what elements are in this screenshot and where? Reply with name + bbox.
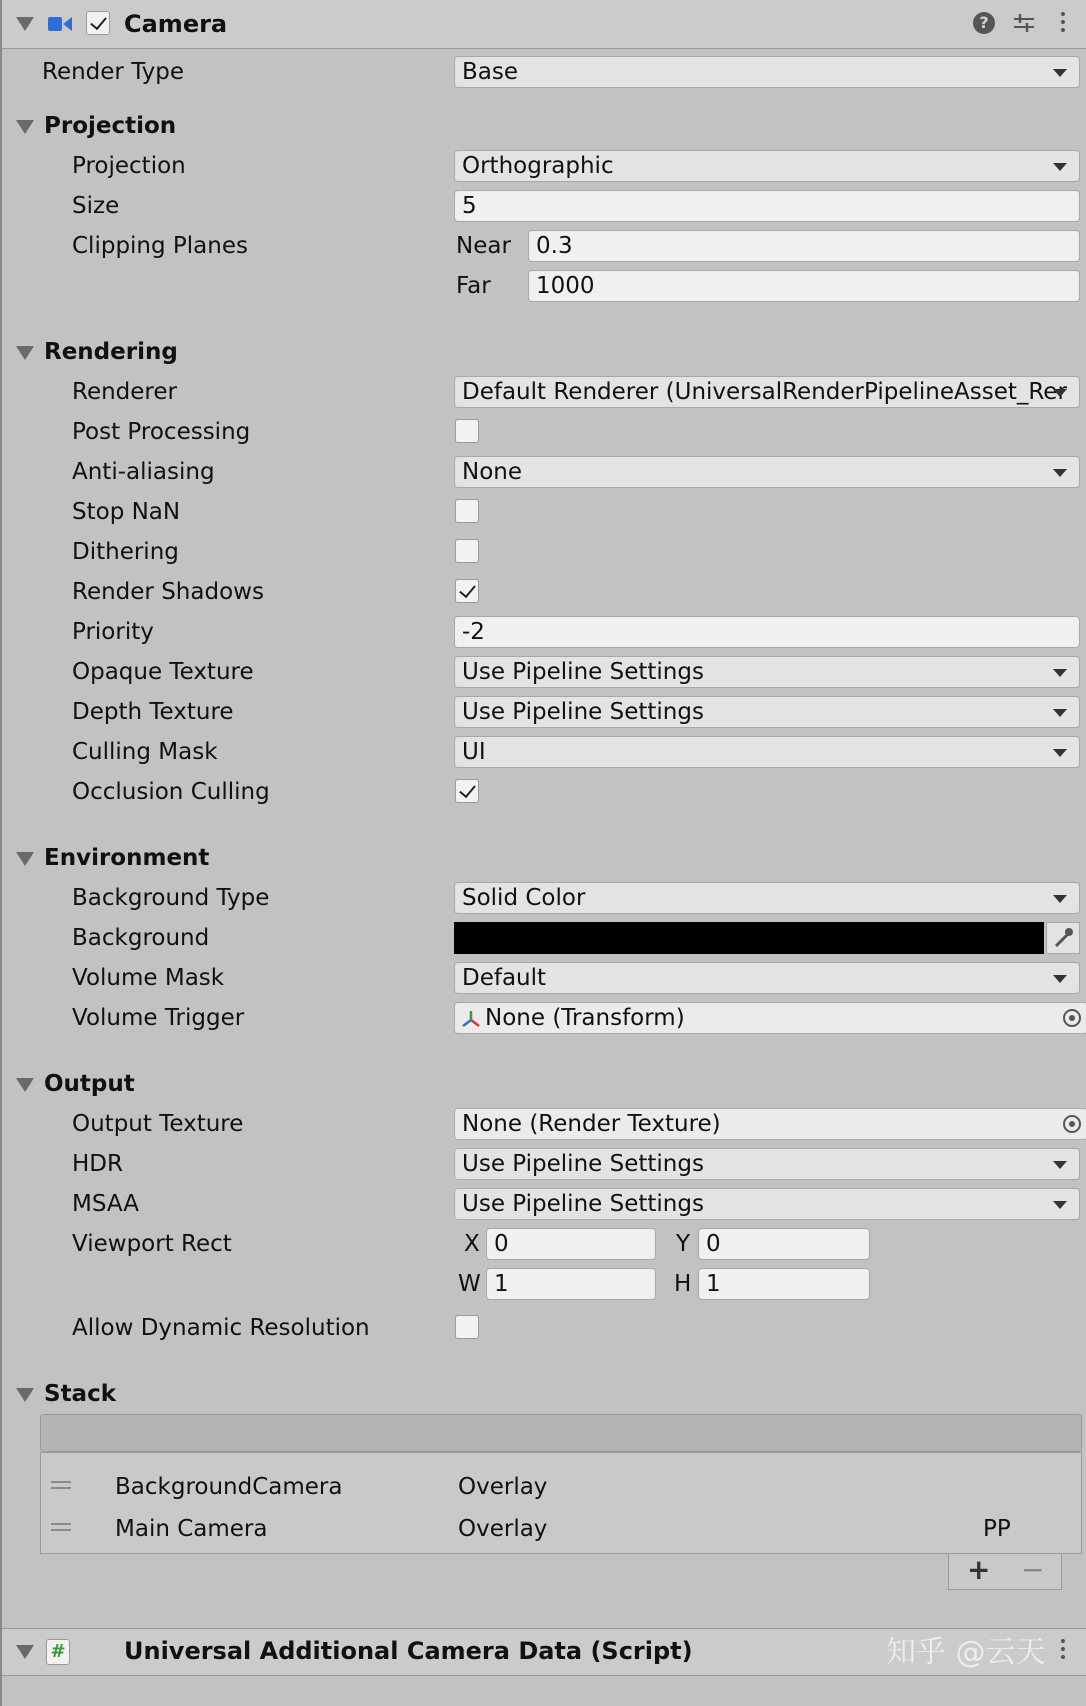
background-color-swatch[interactable] [454, 922, 1044, 954]
more-menu-icon[interactable] [1061, 12, 1065, 32]
background-type-dropdown[interactable] [454, 882, 1080, 914]
hdr-dropdown[interactable] [454, 1148, 1080, 1180]
projection-value: Orthographic [462, 153, 614, 179]
stack-section-title[interactable]: Stack [44, 1381, 117, 1407]
object-picker-icon[interactable] [1063, 1115, 1081, 1133]
allow-dynamic-resolution-label: Allow Dynamic Resolution [72, 1315, 370, 1341]
foldout-arrow-icon[interactable] [16, 17, 34, 31]
opaque-texture-value: Use Pipeline Settings [462, 659, 704, 685]
output-texture-label: Output Texture [72, 1111, 244, 1137]
environment-foldout-icon[interactable] [16, 852, 34, 866]
stack-item-tag: PP [983, 1516, 1011, 1542]
occlusion-culling-checkbox[interactable] [455, 779, 479, 803]
transform-icon [461, 1010, 481, 1028]
render-type-dropdown[interactable] [454, 56, 1080, 88]
culling-mask-label: Culling Mask [72, 739, 218, 765]
viewport-y-label: Y [676, 1231, 691, 1257]
clipping-planes-label: Clipping Planes [72, 233, 248, 259]
stop-nan-label: Stop NaN [72, 499, 181, 525]
chevron-down-icon [1053, 1201, 1067, 1209]
render-type-label: Render Type [42, 59, 185, 85]
background-label: Background [72, 925, 210, 951]
component-header[interactable] [2, 0, 1086, 49]
watermark-text: 知乎 @云天 [886, 1635, 1046, 1670]
stop-nan-checkbox[interactable] [455, 499, 479, 523]
object-picker-icon[interactable] [1063, 1009, 1081, 1027]
background-type-value: Solid Color [462, 885, 586, 911]
renderer-value: Default Renderer (UniversalRenderPipelineAsset_Rer [462, 379, 1067, 405]
depth-texture-value: Use Pipeline Settings [462, 699, 704, 725]
renderer-dropdown[interactable] [454, 376, 1080, 408]
stack-item-type: Overlay [458, 1474, 548, 1500]
volume-mask-dropdown[interactable] [454, 962, 1080, 994]
far-field[interactable]: 1000 [528, 270, 1080, 302]
priority-label: Priority [72, 619, 154, 645]
rendering-foldout-icon[interactable] [16, 346, 34, 360]
chevron-down-icon [1053, 709, 1067, 717]
projection-section-title[interactable]: Projection [44, 113, 177, 139]
occlusion-culling-label: Occlusion Culling [72, 779, 270, 805]
chevron-down-icon [1053, 749, 1067, 757]
anti-aliasing-value: None [462, 459, 523, 485]
script-component-header[interactable] [2, 1628, 1086, 1676]
stack-foldout-icon[interactable] [16, 1388, 34, 1402]
projection-label: Projection [72, 153, 186, 179]
volume-mask-label: Volume Mask [72, 965, 225, 991]
priority-field[interactable]: -2 [454, 616, 1080, 648]
hdr-label: HDR [72, 1151, 123, 1177]
render-shadows-checkbox[interactable] [455, 579, 479, 603]
culling-mask-value: UI [462, 739, 486, 765]
viewport-h-label: H [674, 1271, 692, 1297]
viewport-y-field[interactable]: 0 [698, 1228, 870, 1260]
viewport-w-field[interactable]: 1 [486, 1268, 656, 1300]
stack-list-header [40, 1414, 1082, 1452]
dithering-checkbox[interactable] [455, 539, 479, 563]
msaa-value: Use Pipeline Settings [462, 1191, 704, 1217]
foldout-arrow-icon[interactable] [16, 1645, 34, 1659]
eyedropper-button[interactable] [1046, 922, 1080, 954]
stack-item-type: Overlay [458, 1516, 548, 1542]
drag-handle-icon[interactable] [51, 1523, 71, 1531]
projection-dropdown[interactable] [454, 150, 1080, 182]
volume-mask-value: Default [462, 965, 547, 991]
post-processing-label: Post Processing [72, 419, 251, 445]
stack-list-footer [948, 1554, 1062, 1590]
dithering-label: Dithering [72, 539, 179, 565]
opaque-texture-label: Opaque Texture [72, 659, 254, 685]
chevron-down-icon [1053, 163, 1067, 171]
add-item-button[interactable]: + [967, 1553, 991, 1586]
stack-list [40, 1452, 1082, 1554]
eyedropper-icon [1047, 923, 1079, 953]
component-title: Camera [124, 10, 228, 38]
volume-trigger-field[interactable] [454, 1002, 1086, 1034]
depth-texture-label: Depth Texture [72, 699, 234, 725]
output-section-title[interactable]: Output [44, 1071, 135, 1097]
chevron-down-icon [1053, 895, 1067, 903]
viewport-x-label: X [464, 1231, 480, 1257]
projection-foldout-icon[interactable] [16, 120, 34, 134]
render-shadows-label: Render Shadows [72, 579, 264, 605]
help-icon[interactable]: ? [973, 12, 995, 34]
stack-item-name[interactable]: Main Camera [115, 1516, 268, 1542]
near-label: Near [456, 233, 511, 259]
volume-trigger-value: None (Transform) [485, 1005, 685, 1031]
script-icon: # [46, 1639, 70, 1665]
chevron-down-icon [1053, 469, 1067, 477]
camera-icon [48, 14, 72, 34]
rendering-section-title[interactable]: Rendering [44, 339, 178, 365]
preset-icon[interactable] [1012, 12, 1036, 34]
opaque-texture-dropdown[interactable] [454, 656, 1080, 688]
render-type-value: Base [462, 59, 519, 85]
component-enabled-checkbox[interactable] [86, 11, 110, 35]
environment-section-title[interactable]: Environment [44, 845, 210, 871]
anti-aliasing-label: Anti-aliasing [72, 459, 215, 485]
chevron-down-icon [1053, 69, 1067, 77]
anti-aliasing-dropdown[interactable] [454, 456, 1080, 488]
msaa-dropdown[interactable] [454, 1188, 1080, 1220]
near-field[interactable]: 0.3 [528, 230, 1080, 262]
script-component-title: Universal Additional Camera Data (Script) [124, 1637, 693, 1665]
viewport-w-label: W [458, 1271, 481, 1297]
stack-item-name[interactable]: BackgroundCamera [115, 1474, 343, 1500]
chevron-down-icon [1053, 669, 1067, 677]
volume-trigger-label: Volume Trigger [72, 1005, 245, 1031]
chevron-down-icon [1053, 975, 1067, 983]
background-type-label: Background Type [72, 885, 270, 911]
chevron-down-icon [1053, 1161, 1067, 1169]
msaa-label: MSAA [72, 1191, 139, 1217]
output-foldout-icon[interactable] [16, 1078, 34, 1092]
viewport-x-field[interactable]: 0 [486, 1228, 656, 1260]
size-label: Size [72, 193, 120, 219]
chevron-down-icon [1053, 389, 1067, 397]
hdr-value: Use Pipeline Settings [462, 1151, 704, 1177]
viewport-rect-label: Viewport Rect [72, 1231, 232, 1257]
output-texture-value: None (Render Texture) [462, 1111, 721, 1137]
viewport-h-field[interactable]: 1 [698, 1268, 870, 1300]
far-label: Far [456, 273, 491, 299]
allow-dynamic-resolution-checkbox[interactable] [455, 1315, 479, 1339]
culling-mask-dropdown[interactable] [454, 736, 1080, 768]
remove-item-button[interactable]: − [1021, 1553, 1045, 1586]
drag-handle-icon[interactable] [51, 1481, 71, 1489]
depth-texture-dropdown[interactable] [454, 696, 1080, 728]
size-field[interactable]: 5 [454, 190, 1080, 222]
more-menu-icon[interactable] [1061, 1639, 1065, 1659]
output-texture-field[interactable] [454, 1108, 1086, 1140]
post-processing-checkbox[interactable] [455, 419, 479, 443]
renderer-label: Renderer [72, 379, 177, 405]
